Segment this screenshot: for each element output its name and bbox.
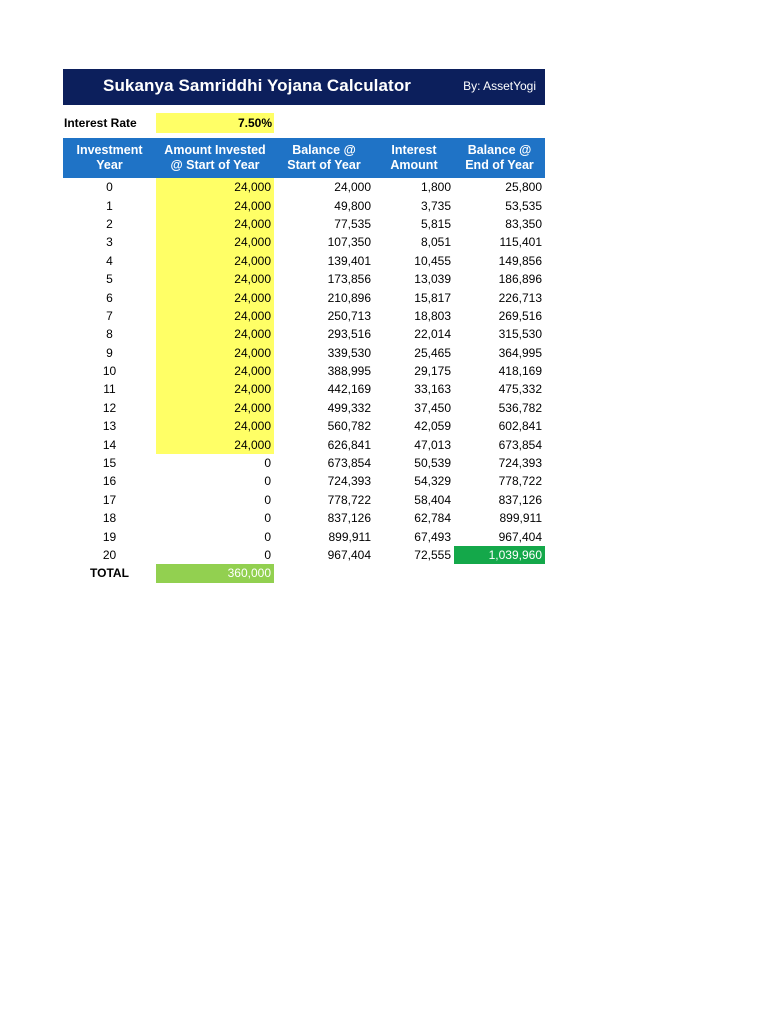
empty-cell bbox=[274, 564, 374, 582]
interest-rate-label: Interest Rate bbox=[64, 116, 137, 130]
balance-end-cell: 475,332 bbox=[498, 382, 542, 397]
year-cell: 1 bbox=[106, 198, 113, 213]
year-cell: 9 bbox=[106, 345, 113, 360]
balance-start-cell: 724,393 bbox=[327, 474, 371, 489]
year-cell: 12 bbox=[102, 400, 117, 415]
interest-amount-cell: 3,735 bbox=[420, 198, 451, 213]
title-bar bbox=[63, 69, 545, 105]
balance-start-cell: 339,530 bbox=[327, 345, 371, 360]
amount-invested-cell[interactable]: 24,000 bbox=[156, 399, 274, 417]
balance-start-cell: 210,896 bbox=[327, 290, 371, 305]
balance-end-cell: 778,722 bbox=[498, 474, 542, 489]
balance-start-cell: 967,404 bbox=[327, 548, 371, 562]
balance-end-cell: 536,782 bbox=[498, 400, 542, 415]
balance-start-cell: 778,722 bbox=[327, 492, 371, 507]
table-row bbox=[63, 288, 545, 306]
year-cell: 6 bbox=[106, 290, 113, 305]
table-row bbox=[63, 252, 545, 270]
year-cell: 5 bbox=[106, 272, 113, 287]
table-row bbox=[63, 380, 545, 398]
table-row bbox=[63, 546, 545, 564]
balance-end-cell: 25,800 bbox=[505, 180, 542, 195]
amount-invested-cell[interactable]: 24,000 bbox=[156, 435, 274, 453]
table-row bbox=[63, 527, 545, 545]
year-cell: 17 bbox=[102, 492, 117, 507]
table-row bbox=[63, 417, 545, 435]
balance-end-cell: 673,854 bbox=[498, 437, 542, 452]
interest-amount-cell: 15,817 bbox=[414, 290, 451, 305]
interest-amount-cell: 18,803 bbox=[414, 308, 451, 323]
balance-end-cell: 186,896 bbox=[498, 272, 542, 287]
table-row bbox=[63, 307, 545, 325]
amount-invested-cell[interactable]: 0 bbox=[264, 456, 271, 471]
balance-start-cell: 173,856 bbox=[327, 272, 371, 287]
interest-amount-cell: 13,039 bbox=[414, 272, 451, 287]
balance-start-cell: 442,169 bbox=[327, 382, 371, 397]
year-cell: 14 bbox=[102, 437, 117, 452]
interest-amount-cell: 22,014 bbox=[414, 327, 451, 342]
table-row bbox=[63, 178, 545, 196]
table-row bbox=[63, 215, 545, 233]
balance-end-cell: 53,535 bbox=[505, 198, 542, 213]
balance-start-cell: 899,911 bbox=[328, 529, 371, 544]
table-row bbox=[63, 362, 545, 380]
year-cell: 11 bbox=[103, 382, 116, 397]
table-row bbox=[63, 270, 545, 288]
balance-start-cell: 139,401 bbox=[327, 253, 371, 268]
interest-amount-cell: 29,175 bbox=[414, 364, 451, 379]
table-row bbox=[63, 472, 545, 490]
balance-start-cell: 388,995 bbox=[327, 364, 371, 379]
col-header-amount-invested: Amount Invested @ Start of Year bbox=[156, 138, 274, 178]
year-cell: 18 bbox=[102, 511, 117, 526]
year-cell: 15 bbox=[102, 456, 117, 471]
year-cell: 16 bbox=[102, 474, 117, 489]
balance-start-cell: 24,000 bbox=[334, 180, 371, 195]
total-value: 360,000 bbox=[156, 564, 274, 582]
amount-invested-cell[interactable]: 0 bbox=[264, 529, 271, 544]
balance-end-cell: 1,039,960 bbox=[454, 546, 545, 564]
interest-amount-cell: 72,555 bbox=[414, 548, 451, 562]
table-row bbox=[63, 509, 545, 527]
table-header-row bbox=[63, 138, 545, 178]
amount-invested-cell[interactable]: 0 bbox=[264, 474, 271, 489]
calculator-sheet bbox=[63, 69, 545, 583]
interest-amount-cell: 5,815 bbox=[420, 216, 451, 231]
balance-start-cell: 673,854 bbox=[327, 456, 371, 471]
balance-start-cell: 250,713 bbox=[327, 308, 371, 323]
balance-start-cell: 293,516 bbox=[327, 327, 371, 342]
total-label: TOTAL bbox=[90, 566, 129, 581]
amount-invested-cell[interactable]: 0 bbox=[264, 492, 271, 507]
interest-amount-cell: 58,404 bbox=[414, 492, 451, 507]
interest-amount-cell: 62,784 bbox=[414, 511, 451, 526]
year-cell: 2 bbox=[106, 216, 113, 231]
amount-invested-cell[interactable]: 24,000 bbox=[156, 417, 274, 435]
table-row bbox=[63, 325, 545, 343]
balance-end-cell: 315,530 bbox=[498, 327, 542, 342]
col-header-balance-start: Balance @ Start of Year bbox=[274, 138, 374, 178]
amount-invested-cell[interactable]: 24,000 bbox=[156, 233, 274, 251]
amount-invested-cell[interactable]: 24,000 bbox=[156, 196, 274, 214]
table-row bbox=[63, 344, 545, 362]
year-cell: 19 bbox=[102, 529, 117, 544]
balance-end-cell: 967,404 bbox=[498, 529, 542, 544]
balance-start-cell: 49,800 bbox=[334, 198, 371, 213]
year-cell: 7 bbox=[106, 308, 113, 323]
balance-start-cell: 499,332 bbox=[327, 400, 371, 415]
balance-end-cell: 837,126 bbox=[498, 492, 542, 507]
amount-invested-cell[interactable]: 24,000 bbox=[156, 325, 274, 343]
amount-invested-cell[interactable]: 24,000 bbox=[156, 380, 274, 398]
interest-amount-cell: 25,465 bbox=[414, 345, 451, 360]
table-row bbox=[63, 491, 545, 509]
interest-rate-cell[interactable] bbox=[156, 113, 274, 133]
balance-start-cell: 107,350 bbox=[327, 235, 371, 250]
table-body bbox=[63, 178, 545, 583]
balance-start-cell: 626,841 bbox=[327, 437, 371, 452]
year-cell: 13 bbox=[102, 419, 117, 434]
table-row bbox=[63, 435, 545, 453]
balance-start-cell: 77,535 bbox=[334, 216, 371, 231]
interest-amount-cell: 8,051 bbox=[420, 235, 451, 250]
amount-invested-cell[interactable]: 24,000 bbox=[156, 307, 274, 325]
balance-start-cell: 560,782 bbox=[327, 419, 371, 434]
interest-amount-cell: 33,163 bbox=[414, 382, 451, 397]
amount-invested-cell[interactable]: 24,000 bbox=[156, 344, 274, 362]
year-cell: 0 bbox=[106, 180, 113, 195]
balance-end-cell: 149,856 bbox=[498, 253, 542, 268]
amount-invested-cell[interactable]: 0 bbox=[264, 511, 271, 526]
table-row bbox=[63, 196, 545, 214]
year-cell: 4 bbox=[106, 253, 113, 268]
amount-invested-cell[interactable]: 24,000 bbox=[156, 288, 274, 306]
table-row bbox=[63, 233, 545, 251]
balance-end-cell: 115,401 bbox=[499, 235, 542, 250]
balance-end-cell: 364,995 bbox=[498, 345, 542, 360]
table-row bbox=[63, 399, 545, 417]
byline: By: AssetYogi bbox=[463, 79, 536, 93]
empty-cell bbox=[374, 564, 454, 582]
amount-invested-cell[interactable]: 0 bbox=[264, 548, 271, 562]
col-header-interest-amount: Interest Amount bbox=[374, 138, 454, 178]
year-cell: 3 bbox=[106, 235, 113, 250]
interest-rate-value: 7.50% bbox=[237, 116, 272, 130]
interest-amount-cell: 42,059 bbox=[414, 419, 451, 434]
amount-invested-cell[interactable]: 24,000 bbox=[156, 178, 274, 196]
amount-invested-cell[interactable]: 24,000 bbox=[156, 362, 274, 380]
balance-start-cell: 837,126 bbox=[327, 511, 371, 526]
col-header-year: Investment Year bbox=[63, 138, 156, 178]
empty-cell bbox=[454, 564, 545, 582]
col-header-balance-end: Balance @ End of Year bbox=[454, 138, 545, 178]
year-cell: 20 bbox=[102, 548, 117, 562]
table-row bbox=[63, 454, 545, 472]
interest-amount-cell: 50,539 bbox=[414, 456, 451, 471]
balance-end-cell: 269,516 bbox=[498, 308, 542, 323]
page-title: Sukanya Samriddhi Yojana Calculator bbox=[103, 76, 412, 95]
balance-end-cell: 418,169 bbox=[498, 364, 542, 379]
interest-amount-cell: 54,329 bbox=[414, 474, 451, 489]
interest-rate-row bbox=[63, 113, 545, 133]
balance-end-cell: 226,713 bbox=[498, 290, 542, 305]
year-cell: 10 bbox=[102, 364, 117, 379]
year-cell: 8 bbox=[106, 327, 113, 342]
interest-amount-cell: 10,455 bbox=[414, 253, 451, 268]
interest-amount-cell: 1,800 bbox=[420, 180, 451, 195]
balance-end-cell: 83,350 bbox=[505, 216, 542, 231]
amount-invested-cell[interactable]: 24,000 bbox=[156, 270, 274, 288]
interest-amount-cell: 47,013 bbox=[414, 437, 451, 452]
balance-end-cell: 724,393 bbox=[498, 456, 542, 471]
schedule-table bbox=[63, 138, 545, 583]
amount-invested-cell[interactable]: 24,000 bbox=[156, 252, 274, 270]
interest-amount-cell: 37,450 bbox=[414, 400, 451, 415]
amount-invested-cell[interactable]: 24,000 bbox=[156, 215, 274, 233]
balance-end-cell: 602,841 bbox=[498, 419, 542, 434]
total-row bbox=[63, 564, 545, 582]
balance-end-cell: 899,911 bbox=[499, 511, 542, 526]
interest-amount-cell: 67,493 bbox=[414, 529, 451, 544]
